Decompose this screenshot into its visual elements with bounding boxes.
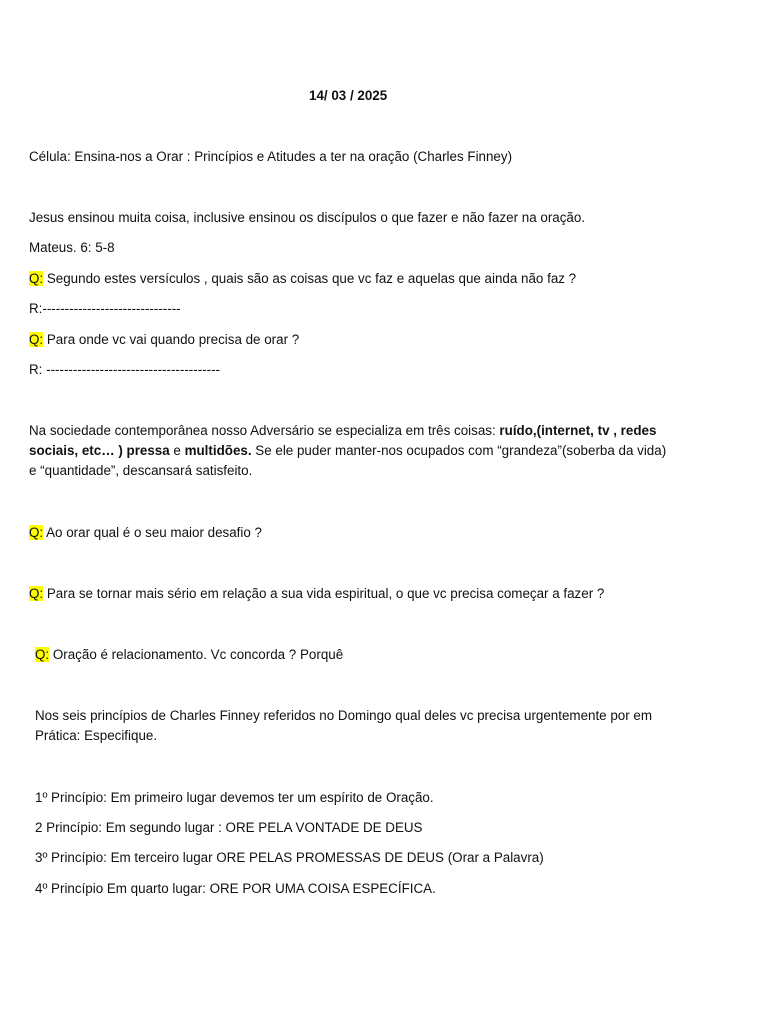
question-1 (29, 269, 576, 289)
question-3 (29, 523, 262, 543)
answer-1: R:------------------------------- (29, 301, 181, 316)
bible-reference: Mateus. 6: 5-8 (29, 240, 115, 255)
society-bold-haste: pressa (126, 443, 170, 458)
question-2 (29, 330, 299, 350)
principle-3: 3º Princípio: Em terceiro lugar ORE PELAS PROMESSAS DE DEUS (Orar a Palavra) (35, 850, 544, 865)
intro-paragraph: Jesus ensinou muita coisa, inclusive ensinou os discípulos o que fazer e não fazer na oração. (29, 210, 586, 225)
society-bold-crowds: multidões. (184, 443, 252, 458)
question-1-text: Segundo estes versículos , quais são as coisas que vc faz e aquelas que ainda não faz ? (43, 271, 577, 286)
question-marker: Q: (29, 271, 44, 286)
society-paragraph (29, 421, 669, 481)
society-text-4: Se ele puder manter-nos ocupados com “grandeza”(soberba da vida) e “quantidade”, descansará satisfeito. (29, 443, 667, 478)
question-marker: Q: (35, 647, 50, 662)
answer-2: R: --------------------------------------- (29, 362, 221, 377)
question-marker: Q: (29, 586, 44, 601)
question-marker: Q: (29, 332, 44, 347)
principle-1: 1º Princípio: Em primeiro lugar devemos ter um espírito de Oração. (35, 790, 434, 805)
question-2-text: Para onde vc vai quando precisa de orar ? (43, 332, 300, 347)
society-text-1: Na sociedade contemporânea nosso Adversário se especializa em três coisas: (29, 423, 500, 438)
principle-4: 4º Princípio Em quarto lugar: ORE POR UMA COISA ESPECÍFICA. (35, 881, 436, 896)
document-date: 14/ 03 / 2025 (309, 88, 388, 103)
principle-2: 2 Princípio: Em segundo lugar : ORE PELA VONTADE DE DEUS (35, 820, 423, 835)
finney-paragraph: Nos seis princípios de Charles Finney referidos no Domingo qual deles vc precisa urgentemente por em Prática: Especifique. (35, 708, 653, 743)
question-5-text: Oração é relacionamento. Vc concorda ? Porquê (49, 647, 344, 662)
society-bold-noise: ruído,(internet, tv , redes sociais, etc… ) (29, 423, 657, 458)
question-4 (29, 584, 604, 604)
question-3-text: Ao orar qual é o seu maior desafio ? (43, 525, 262, 540)
society-text-3: e (169, 443, 185, 458)
question-5 (35, 645, 343, 665)
cell-title: Célula: Ensina-nos a Orar : Princípios e Atitudes a ter na oração (Charles Finney) (29, 149, 513, 164)
question-4-text: Para se tornar mais sério em relação a sua vida espiritual, o que vc precisa começar a fazer ? (43, 586, 605, 601)
question-marker: Q: (29, 525, 44, 540)
